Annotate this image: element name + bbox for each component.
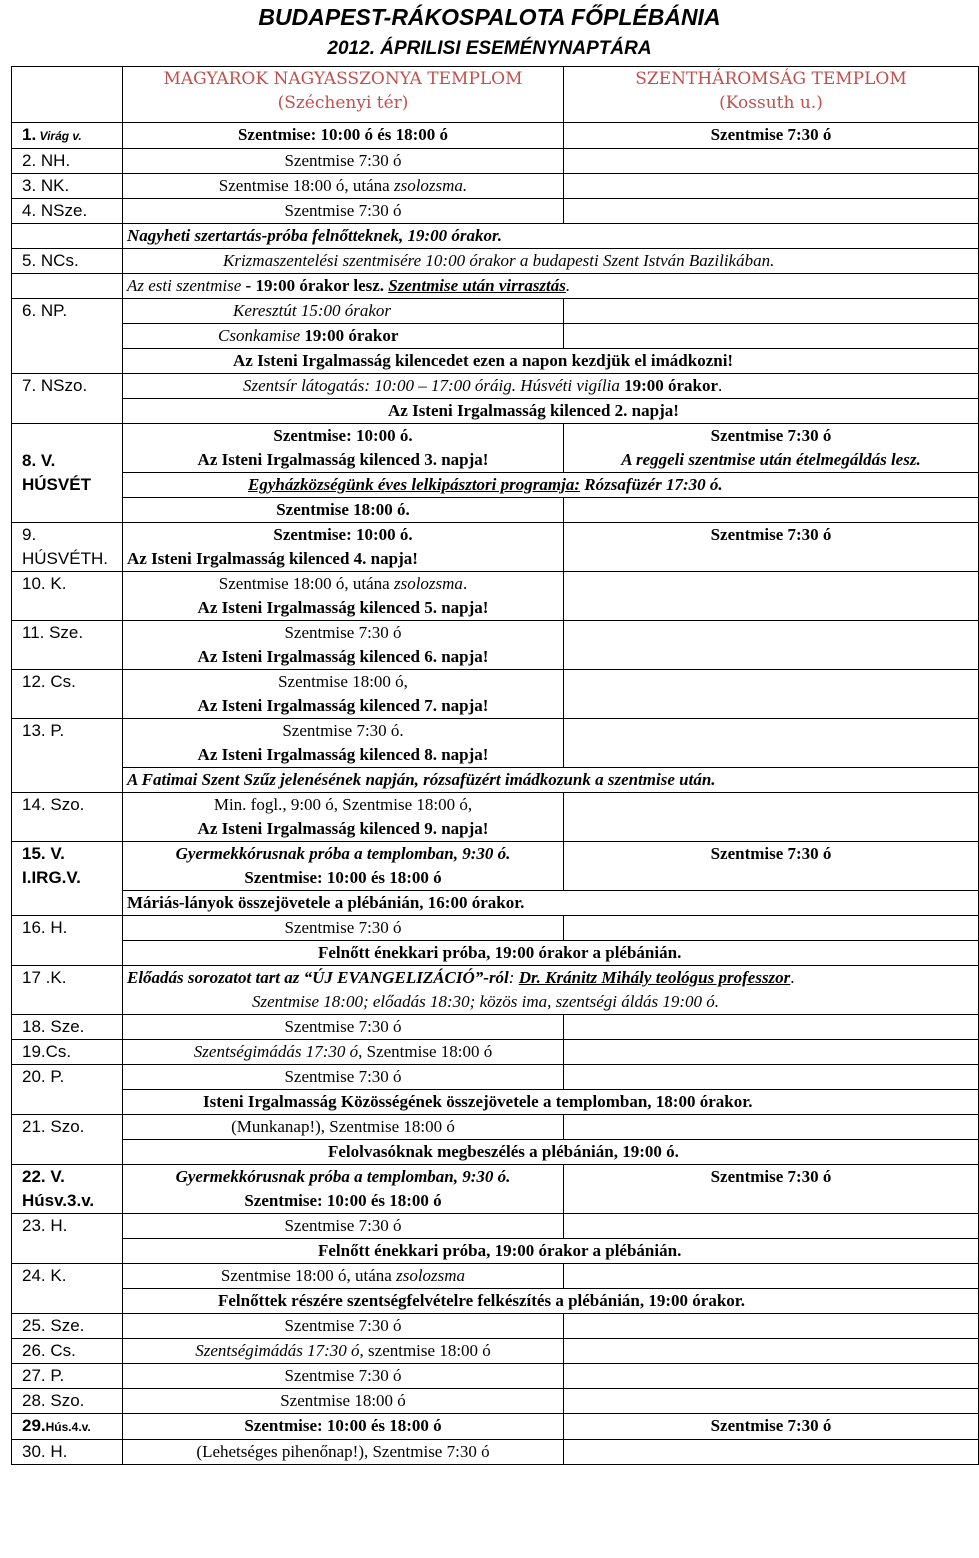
- event-text: Gyermekkórusnak próba a templomban, 9:30 ó.: [175, 844, 511, 863]
- church2-cell: [564, 199, 979, 224]
- church2-cell: [564, 793, 979, 842]
- table-row: [12, 149, 979, 174]
- day-cell: [12, 842, 123, 916]
- event-text: Szentsír látogatás: 10:00 – 17:00 óráig. Húsvéti vigília: [243, 376, 625, 395]
- day-label: 6. NP.: [22, 301, 68, 320]
- day-cell: [12, 274, 123, 299]
- event-text: .: [462, 574, 468, 593]
- day-cell: [12, 299, 123, 374]
- church2-cell: [564, 1065, 979, 1090]
- day-number: 29.: [22, 1416, 46, 1435]
- church1-cell: [123, 670, 564, 719]
- event-text: Szentmise: 10:00 ó.: [273, 525, 413, 544]
- day-label: 21. Szo.: [22, 1117, 85, 1136]
- event-text: Dr. Kránitz Mihály teológus professzor: [518, 968, 791, 987]
- spanning-event-cell: [123, 473, 979, 498]
- table-row: [12, 1389, 979, 1414]
- spanning-event-cell: Felnőttek részére szentségfelvételre felkészítés a plébánián, 19:00 órakor.: [123, 1289, 979, 1314]
- table-row: [12, 199, 979, 224]
- event-text: Az Isteni Irgalmasság kilenced 7. napja!: [197, 696, 489, 715]
- event-text: Az Isteni Irgalmasság kilenced 3. napja!: [197, 450, 489, 469]
- day-cell: [12, 916, 123, 966]
- event-text: Csonkamise: [218, 326, 305, 345]
- event-text: .: [565, 276, 571, 295]
- event-text: Szentmise 18:00 ó,: [278, 672, 408, 691]
- church2-cell: Szentmise 7:30 ó: [564, 1165, 979, 1214]
- event-text: - 19:00 órakor lesz.: [241, 276, 389, 295]
- spanning-event-cell: Az Isteni Irgalmasság kilencedet ezen a napon kezdjük el imádkozni!: [123, 349, 979, 374]
- church1-cell: [123, 1264, 564, 1289]
- event-text: Szentmise 18:00 ó, utána: [218, 574, 394, 593]
- day-cell: 19.Cs.: [12, 1040, 123, 1065]
- table-row: [12, 1264, 979, 1289]
- document-subtitle: 2012. ÁPRILISI ESEMÉNYNAPTÁRA: [327, 38, 652, 59]
- day-cell: 28. Szo.: [12, 1389, 123, 1414]
- church1-cell: [123, 719, 564, 768]
- church2-cell: [564, 174, 979, 199]
- church2-cell: [564, 621, 979, 670]
- day-cell: [12, 123, 123, 149]
- church2-cell: [564, 1364, 979, 1389]
- event-text: Egyházközségünk éves lelkipásztori programja:: [248, 475, 580, 494]
- day-cell: [12, 1115, 123, 1165]
- table-row: [12, 793, 979, 842]
- day-cell: 30. H.: [12, 1440, 123, 1465]
- header-row: [12, 67, 979, 123]
- day-cell: 12. Cs.: [12, 670, 123, 719]
- day-label: Virág v.: [36, 129, 82, 143]
- table-row: [12, 1015, 979, 1040]
- table-row: [12, 374, 979, 399]
- event-text: Szentmise: 10:00 ó.: [273, 426, 413, 445]
- church1-cell: [123, 1040, 564, 1065]
- day-cell: [12, 224, 123, 249]
- church1-cell: Szentmise 7:30 ó: [123, 1065, 564, 1090]
- day-label: Hús.4.v.: [45, 1420, 91, 1434]
- church2-cell: Szentmise 7:30 ó: [564, 523, 979, 572]
- table-row: [12, 941, 979, 966]
- church2-cell: Szentmise 7:30 ó: [564, 842, 979, 891]
- spanning-event-cell: A Fatimai Szent Szűz jelenésének napján, rózsafüzért imádkozunk a szentmise után.: [123, 768, 979, 793]
- event-text: Az esti szentmise: [127, 276, 242, 295]
- church1-cell: (Munkanap!), Szentmise 18:00 ó: [123, 1115, 564, 1140]
- event-text: Szentmise 7:30 ó.: [282, 721, 404, 740]
- church2-cell: Szentmise 7:30 ó: [564, 1414, 979, 1440]
- table-row: [12, 473, 979, 498]
- day-cell: 26. Cs.: [12, 1339, 123, 1364]
- document-title: BUDAPEST-RÁKOSPALOTA FŐPLÉBÁNIA: [258, 4, 721, 30]
- day-label: 23. H.: [22, 1216, 68, 1235]
- table-row: [12, 324, 979, 349]
- event-text: zsolozsma: [396, 1266, 466, 1285]
- church2-cell: [564, 299, 979, 324]
- church2-place: (Kossuth u.): [719, 93, 823, 113]
- day-label: 15. V.: [22, 844, 65, 863]
- event-text: Az Isteni Irgalmasság kilenced 8. napja!: [197, 745, 489, 764]
- table-row: [12, 399, 979, 424]
- event-text: A reggeli szentmise után ételmegáldás lesz.: [621, 450, 921, 469]
- table-row: [12, 719, 979, 768]
- table-row: [12, 523, 979, 572]
- event-text: Az Isteni Irgalmasság kilenced 6. napja!: [197, 647, 489, 666]
- day-cell: [12, 424, 123, 523]
- table-row: [12, 621, 979, 670]
- table-row: [12, 123, 979, 149]
- event-text: Szentmise 18:00; előadás 18:30; közös ima, szentségi áldás 19:00 ó.: [252, 992, 719, 1011]
- table-row: [12, 349, 979, 374]
- church1-cell: Szentmise 7:30 ó: [123, 1364, 564, 1389]
- church2-cell: [564, 1440, 979, 1465]
- church1-cell: [123, 324, 564, 349]
- table-row: [12, 224, 979, 249]
- spanning-event-cell: Felolvasóknak megbeszélés a plébánián, 19:00 ó.: [123, 1140, 979, 1165]
- church2-cell: [564, 1264, 979, 1289]
- table-row: [12, 1339, 979, 1364]
- day-cell: [12, 1264, 123, 1314]
- table-row: [12, 1214, 979, 1239]
- table-row: [12, 498, 979, 523]
- church1-cell: [123, 621, 564, 670]
- spanning-event-cell: [123, 374, 979, 399]
- church1-cell: Keresztút 15:00 órakor: [123, 299, 564, 324]
- table-row: [12, 1314, 979, 1339]
- church1-cell: [123, 1339, 564, 1364]
- church2-cell: [564, 916, 979, 941]
- day-cell: [12, 1214, 123, 1264]
- table-row: [12, 1364, 979, 1389]
- event-text: , Szentmise 18:00 ó: [358, 1042, 493, 1061]
- day-cell: 2. NH.: [12, 149, 123, 174]
- church2-cell: [564, 324, 979, 349]
- day-cell: 18. Sze.: [12, 1015, 123, 1040]
- day-label: HÚSVÉTH.: [22, 549, 108, 568]
- event-text: 19:00 órakor: [624, 376, 719, 395]
- table-row: [12, 1440, 979, 1465]
- event-text: Szentségimádás 17:30 ó: [195, 1341, 360, 1360]
- church1-cell: Szentmise 7:30 ó: [123, 916, 564, 941]
- spanning-event-cell: Máriás-lányok összejövetele a plébánián, 16:00 órakor.: [123, 891, 979, 916]
- church1-cell: [123, 842, 564, 891]
- church1-place: (Széchenyi tér): [277, 93, 409, 113]
- day-label: Húsv.3.v.: [22, 1191, 95, 1210]
- day-label: 8. V.: [22, 451, 56, 470]
- table-row: [12, 1165, 979, 1214]
- church1-cell: Szentmise 7:30 ó: [123, 1314, 564, 1339]
- event-text: Szentmise 7:30 ó: [710, 426, 832, 445]
- church1-cell: [123, 424, 564, 473]
- day-cell: 11. Sze.: [12, 621, 123, 670]
- church1-cell: Szentmise 7:30 ó: [123, 199, 564, 224]
- day-label: 13. P.: [22, 721, 65, 740]
- table-row: [12, 299, 979, 324]
- church2-cell: [564, 1115, 979, 1140]
- spanning-event-cell: Az Isteni Irgalmasság kilenced 2. napja!: [123, 399, 979, 424]
- day-label: 24. K.: [22, 1266, 67, 1285]
- event-text: .: [790, 968, 795, 987]
- spanning-event-cell: Nagyheti szertartás-próba felnőtteknek, 19:00 órakor.: [123, 224, 979, 249]
- church2-cell: [564, 498, 979, 523]
- day-cell: 27. P.: [12, 1364, 123, 1389]
- day-cell: [12, 1065, 123, 1115]
- church2-cell: [564, 1314, 979, 1339]
- church2-cell: Szentmise 7:30 ó: [564, 123, 979, 149]
- spanning-event-cell: Krizmaszentelési szentmisére 10:00 órakor a budapesti Szent István Bazilikában.: [123, 249, 979, 274]
- table-row: [12, 1289, 979, 1314]
- church2-cell: [564, 1040, 979, 1065]
- day-number: 1.: [22, 125, 37, 144]
- spanning-event-cell: Felnőtt énekkari próba, 19:00 órakor a plébánián.: [123, 1239, 979, 1264]
- day-cell: 4. NSze.: [12, 199, 123, 224]
- event-text: 19:00 órakor: [304, 326, 399, 345]
- church2-cell: [564, 719, 979, 768]
- event-text: Szentmise: 10:00 és 18:00 ó: [244, 1191, 442, 1210]
- table-row: [12, 768, 979, 793]
- church1-cell: [123, 523, 564, 572]
- table-row: [12, 1090, 979, 1115]
- event-text: Rózsafüzér 17:30 ó.: [580, 475, 723, 494]
- event-text: Szentségimádás 17:30 ó: [193, 1042, 359, 1061]
- event-text: , szentmise 18:00 ó: [359, 1341, 491, 1360]
- day-cell: 14. Szo.: [12, 793, 123, 842]
- event-text: Szentmise után virrasztás: [388, 276, 566, 295]
- church1-cell: [123, 572, 564, 621]
- church1-cell: Szentmise 7:30 ó: [123, 149, 564, 174]
- day-label: HÚSVÉT: [22, 475, 91, 494]
- event-text: Az Isteni Irgalmasság kilenced 5. napja!: [197, 598, 489, 617]
- spanning-event-cell: Isteni Irgalmasság Közösségének összejövetele a templomban, 18:00 órakor.: [123, 1090, 979, 1115]
- day-cell: [12, 374, 123, 424]
- table-row: [12, 174, 979, 199]
- event-text: Előadás sorozatot tart az “ÚJ EVANGELIZÁCIÓ”-ról: [127, 968, 509, 987]
- church1-cell: (Lehetséges pihenőnap!), Szentmise 7:30 ó: [123, 1440, 564, 1465]
- church1-cell: Szentmise 18:00 ó.: [123, 498, 564, 523]
- table-row: [12, 424, 979, 473]
- church1-cell: Szentmise 7:30 ó: [123, 1015, 564, 1040]
- event-text: Min. fogl., 9:00 ó, Szentmise 18:00 ó,: [213, 795, 473, 814]
- day-cell: 25. Sze.: [12, 1314, 123, 1339]
- church1-cell: Szentmise 7:30 ó: [123, 1214, 564, 1239]
- table-row: [12, 1239, 979, 1264]
- event-text: zsolozsma.: [393, 176, 468, 195]
- day-label: 16. H.: [22, 918, 68, 937]
- church1-cell: Szentmise 18:00 ó: [123, 1389, 564, 1414]
- event-text: .: [718, 376, 723, 395]
- day-cell: 5. NCs.: [12, 249, 123, 274]
- church1-header: [123, 67, 564, 123]
- day-cell: 10. K.: [12, 572, 123, 621]
- church2-cell: [564, 424, 979, 473]
- church1-cell: [123, 793, 564, 842]
- table-row: [12, 842, 979, 891]
- day-cell: 17 .K.: [12, 966, 123, 1015]
- spanning-event-cell: [123, 274, 979, 299]
- event-text: Szentmise: 10:00 és 18:00 ó: [244, 868, 442, 887]
- table-row: [12, 670, 979, 719]
- day-cell: [12, 523, 123, 572]
- day-label: I.IRG.V.: [22, 868, 81, 887]
- table-row: [12, 1115, 979, 1140]
- church2-cell: [564, 670, 979, 719]
- spanning-event-cell: Felnőtt énekkari próba, 19:00 órakor a plébánián.: [123, 941, 979, 966]
- table-row: [12, 274, 979, 299]
- day-label: 9.: [22, 525, 37, 544]
- church2-cell: [564, 1339, 979, 1364]
- header-day-cell: [12, 67, 123, 123]
- table-row: [12, 916, 979, 941]
- church2-cell: [564, 572, 979, 621]
- spanning-event-cell: [123, 966, 979, 1015]
- church2-name: SZENTHÁROMSÁG TEMPLOM: [635, 69, 907, 89]
- church1-name: MAGYAROK NAGYASSZONYA TEMPLOM: [163, 69, 523, 89]
- day-cell: 3. NK.: [12, 174, 123, 199]
- table-row: [12, 1140, 979, 1165]
- church2-header: [564, 67, 979, 123]
- table-row: [12, 249, 979, 274]
- event-text: :: [508, 968, 519, 987]
- church2-cell: [564, 1015, 979, 1040]
- church2-cell: [564, 1389, 979, 1414]
- table-row: [12, 891, 979, 916]
- table-row: [12, 1040, 979, 1065]
- event-calendar-table: [11, 66, 979, 1465]
- event-text: Az Isteni Irgalmasság kilenced 4. napja!: [127, 549, 418, 568]
- event-text: Gyermekkórusnak próba a templomban, 9:30 ó.: [175, 1167, 511, 1186]
- church1-cell: Szentmise: 10:00 ó és 18:00 ó: [123, 123, 564, 149]
- event-text: Szentmise 18:00 ó, utána: [220, 1266, 397, 1285]
- church1-cell: Szentmise: 10:00 és 18:00 ó: [123, 1414, 564, 1440]
- day-cell: [12, 1414, 123, 1440]
- event-text: zsolozsma: [393, 574, 463, 593]
- day-label: 7. NSzo.: [22, 376, 88, 395]
- church2-cell: [564, 1214, 979, 1239]
- day-cell: [12, 1165, 123, 1214]
- day-label: 20. P.: [22, 1067, 65, 1086]
- church1-cell: [123, 174, 564, 199]
- event-text: Az Isteni Irgalmasság kilenced 9. napja!: [197, 819, 489, 838]
- table-row: [12, 572, 979, 621]
- day-label: 22. V.: [22, 1167, 65, 1186]
- church2-cell: [564, 149, 979, 174]
- table-row: [12, 966, 979, 1015]
- table-row: [12, 1065, 979, 1090]
- event-text: Szentmise 7:30 ó: [284, 623, 402, 642]
- event-text: Szentmise 18:00 ó, utána: [218, 176, 394, 195]
- table-row: [12, 1414, 979, 1440]
- day-cell: [12, 719, 123, 793]
- church1-cell: [123, 1165, 564, 1214]
